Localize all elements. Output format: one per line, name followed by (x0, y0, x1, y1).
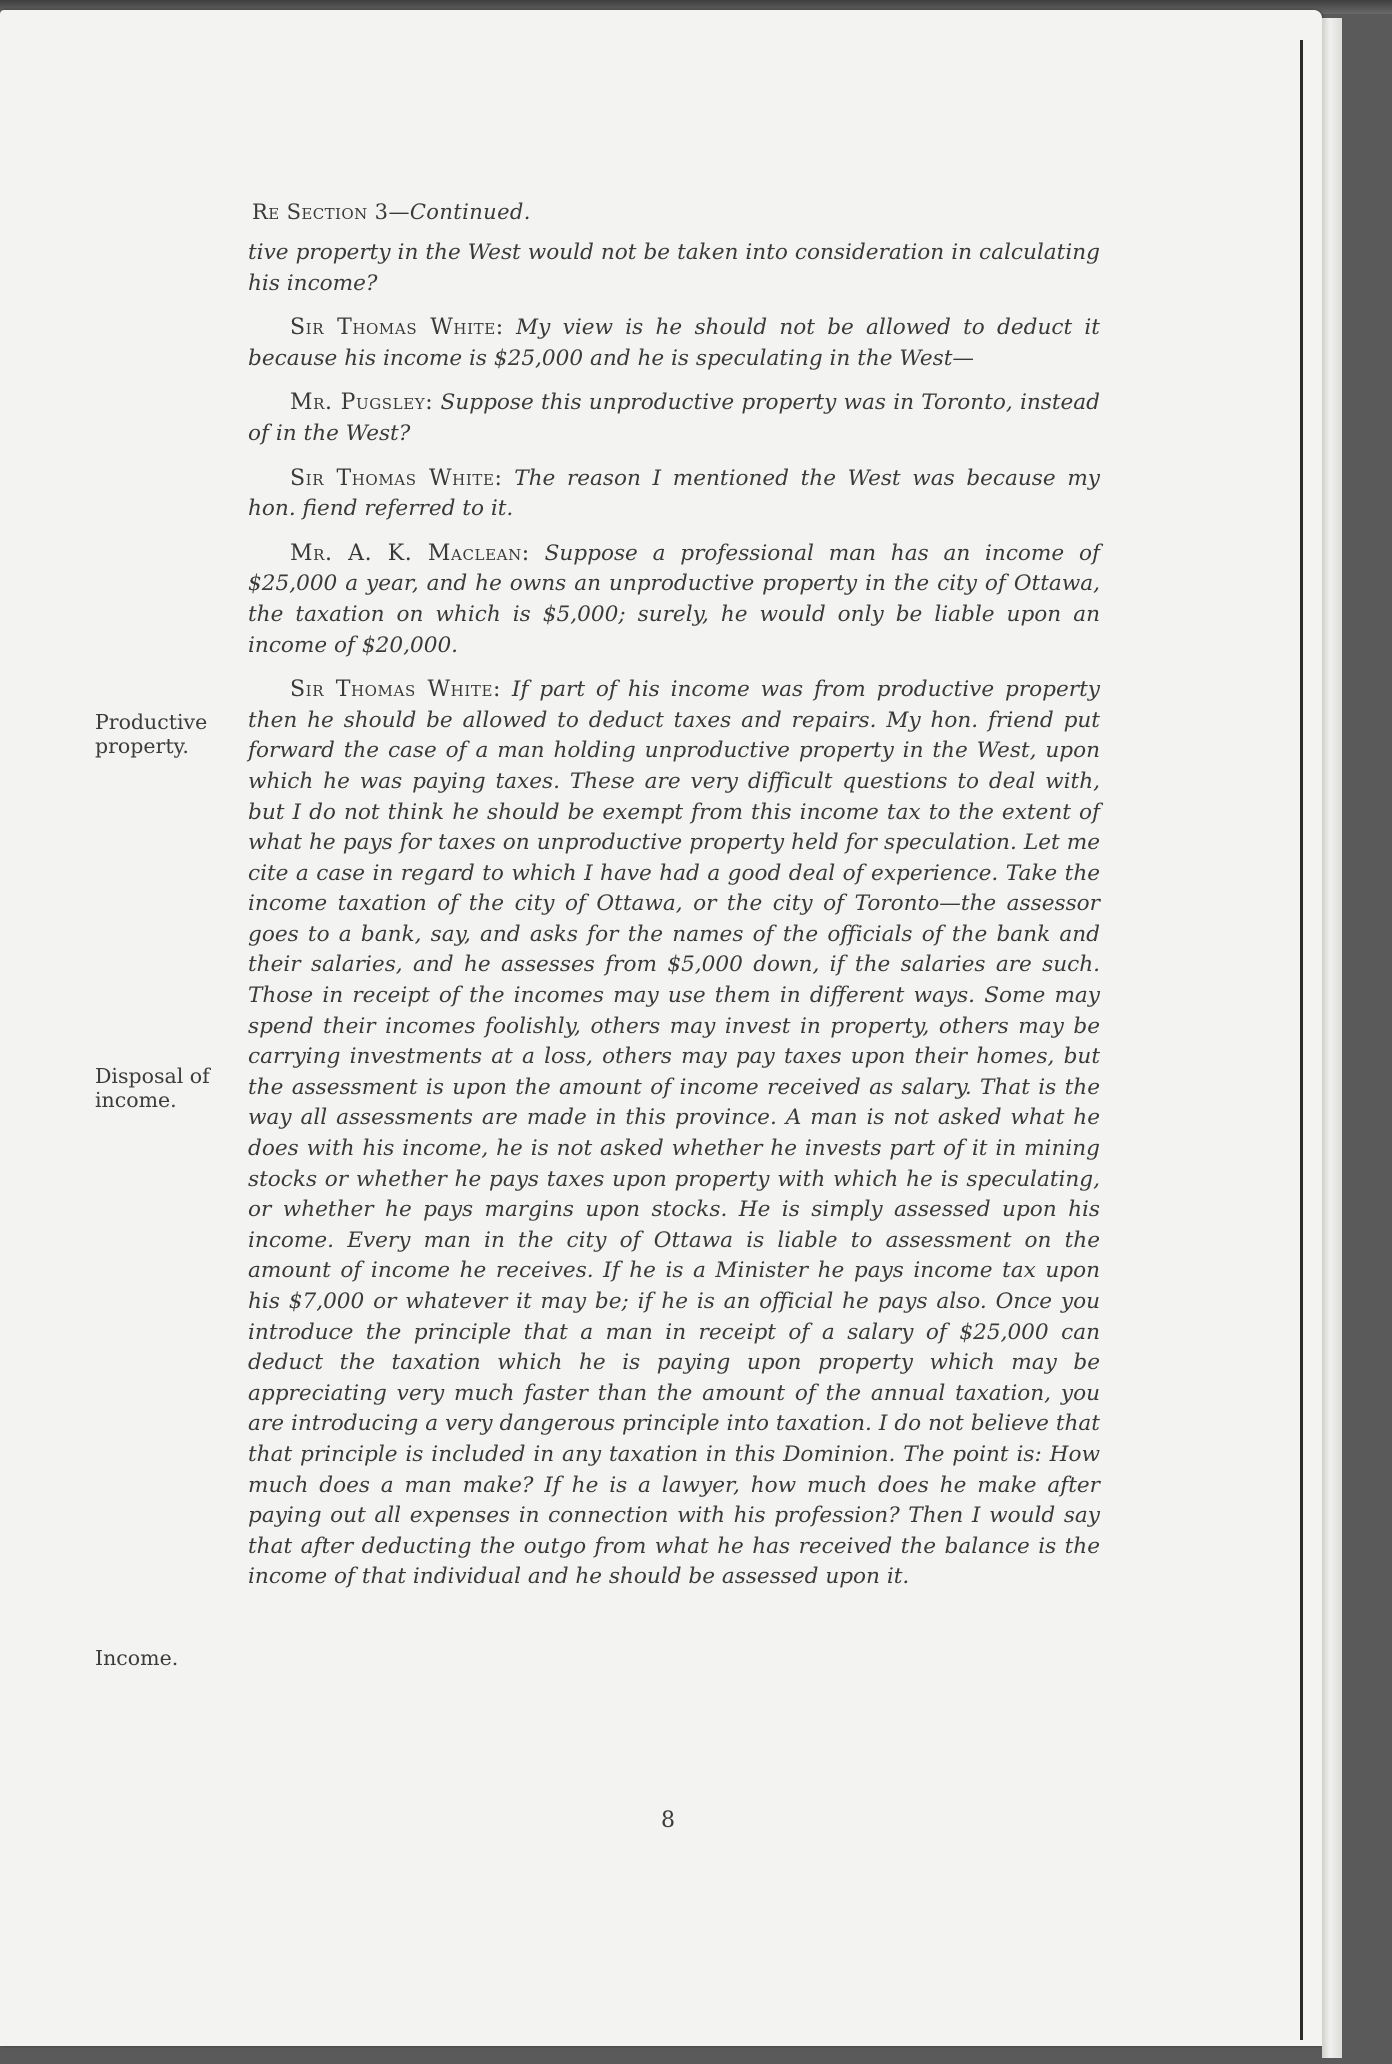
header-section: Re Section 3— (252, 200, 410, 224)
paragraph-text: The reason I mentioned the West was because my hon. fiend referred to it. (248, 465, 1100, 522)
page-number: 8 (661, 1808, 675, 1833)
body-text (248, 238, 1100, 1607)
paragraph (248, 238, 1100, 299)
paragraph-text: Suppose a professional man has an income of $25,000 a year, and he owns an unproductive property in the city of Ottawa, the taxation on which is $5,000; surely, he would only be liable upon an income of $20,000. (248, 540, 1100, 658)
margin-note-disposal: Disposal of income. (95, 1064, 210, 1112)
margin-note-productive: Productive property. (95, 710, 208, 758)
paragraph (248, 464, 1100, 525)
paragraph-text: Suppose this unproductive property was in Toronto, instead of in the West? (248, 390, 1101, 446)
speaker-name: Sir Thomas White: (290, 465, 503, 491)
speaker-name: Mr. A. K. Maclean: (290, 540, 530, 566)
paragraph-text: tive property in the West would not be taken into consideration in calculating his income? (248, 240, 1100, 296)
paragraph (248, 539, 1100, 661)
paragraph (248, 313, 1100, 374)
paragraph-text: If part of his income was from productive property then he should be allowed to deduct taxes and repairs. My hon. friend put forward the case of a man holding unproductive property in the West, upon which he was paying taxes. These are very difficult questions to deal with, but I do not think he should be exempt from this income tax to the extent of what he pays for taxes on unproductive property held for speculation. Let me cite a case in regard to which I have had a good deal of experience. Take the income taxation of the city of Ottawa, or the city of Toronto—the assessor goes to a bank, say, and asks for the names of the officials of the bank and their salaries, and he assesses from $5,000 down, if the salaries are such. Those in receipt of the incomes may use them in different ways. Some may spend their incomes foolishly, others may invest in property, others may be carrying investments at a loss, others may pay taxes upon their homes, but the assessment is upon the amount of income received as salary. That is the way all assessments are made in this province. A man is not asked what he does with his income, he is not asked whether he invests part of it in mining stocks or whether he pays taxes upon property with which he is speculating, or whether he pays margins upon stocks. He is simply assessed upon his income. Every man in the city of Ottawa is liable to assessment on the amount of income he receives. If he is a Minister he pays income tax upon his $7,000 or whatever it may be; if he is an official he pays also. Once you introduce the principle that a man in receipt of a salary of $25,000 can deduct the taxation which he is paying upon property which may be appreciating very much faster than the amount of the annual taxation, you are introducing a very dangerous principle into taxation. I do not believe that that principle is included in any taxation in this Dominion. The point is: How much does a man make? If he is a lawyer, how much does he make after paying out all expenses in connection with his profession? Then I would say that after deducting the outgo from what he has received the balance is the income of that individual and he should be assessed upon it. (248, 677, 1100, 1590)
speaker-name: Mr. Pugsley: (290, 390, 434, 416)
paragraph-text: My view is he should not be allowed to deduct it because his income is $25,000 and he is speculating in the West— (248, 315, 1100, 371)
next-page-edge (1322, 18, 1342, 2058)
page-edge-line (1300, 40, 1303, 2040)
paragraph (248, 388, 1100, 449)
margin-note-income: Income. (95, 1646, 179, 1670)
speaker-name: Sir Thomas White: (290, 677, 502, 703)
running-header (252, 200, 531, 224)
header-continued: Continued. (409, 200, 531, 224)
speaker-name: Sir Thomas White: (290, 315, 504, 341)
paragraph (248, 675, 1100, 1593)
